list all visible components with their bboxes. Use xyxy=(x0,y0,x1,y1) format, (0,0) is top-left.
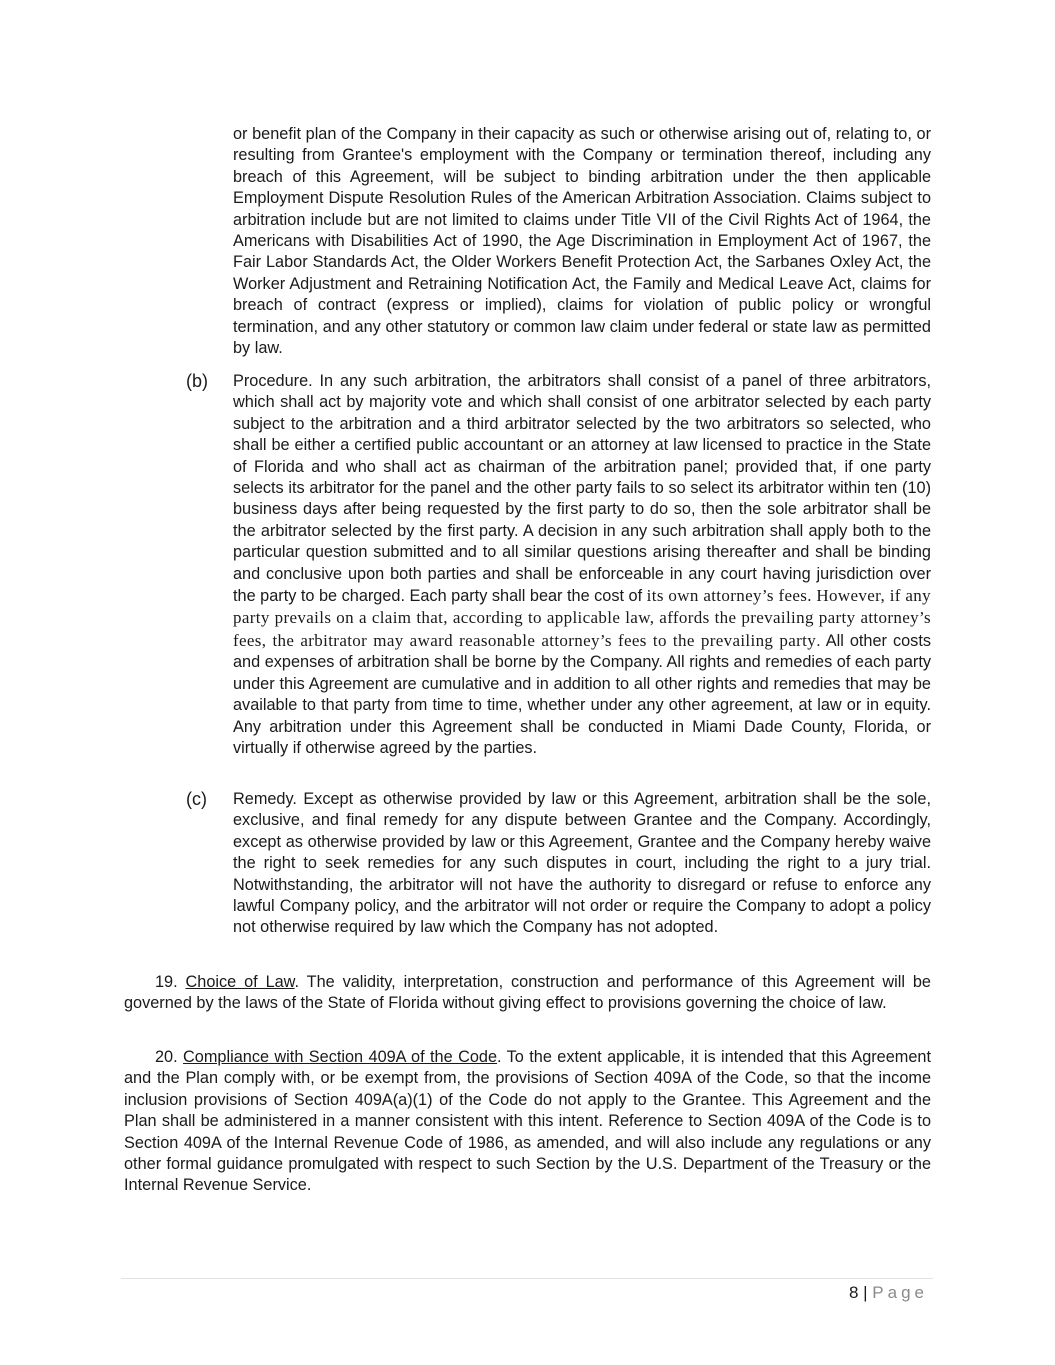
item-c-remedy-paragraph: Remedy. Except as otherwise provided by law or this Agreement, arbitration shall be the sole, exclusive, and final remedy for any dispute between Grantee and the Company. Accordingly, except as otherwise provided by law or this Agreement, Grantee and the Company hereby waive the right to seek remedies for any such disputes in court, including the right to a jury trial. Notwithstanding, the arbitrator will not have the authority to disregard or refuse to enforce any lawful Company policy, and the arbitrator will not order or require the Company to adopt a policy not otherwise required by law which the Company has not adopted. xyxy=(233,790,931,937)
page-number: 8 xyxy=(848,1283,859,1302)
item-b-text-part1: Procedure. In any such arbitration, the arbitrators shall consist of a panel of three arbitrators, which shall act by majority vote and which shall consist of one arbitrator selected by each party subject to the arbitration and a third arbitrator selected by the two arbitrators so selected, who shall be either a certified public accountant or an attorney at law licensed to practice in the State of Florida and who shall act as chairman of the arbitration panel; provided that, if one party selects its arbitrator for the panel and the other party fails to so select its arbitrator within ten (10) business days after being requested by the first party to do so, then the sole arbitrator shall be the arbitrator selected by the first party. A decision in any such arbitration shall apply both to the particular question submitted and to all similar questions arising thereafter and shall be binding and conclusive upon both parties and shall be enforceable in any court having jurisdiction over the party to be charged. Each party shall bear the cost of xyxy=(233,372,931,606)
item-b-procedure-paragraph xyxy=(233,371,931,759)
section-20-paragraph xyxy=(124,1047,931,1197)
page-footer xyxy=(849,1283,928,1303)
section-20-text: . To the extent applicable, it is intended that this Agreement and the Plan comply with, or be exempt from, the provisions of Section 409A of the Code, so that the income inclusion provisions of Section 409A(a)(1) of the Code do not apply to the Grantee. This Agreement and the Plan shall be administered in a manner consistent with this intent. Reference to Section 409A of the Code is to Section 409A of the Internal Revenue Code of 1986, as amended, and will also include any regulations or any other formal guidance promulgated with respect to such Section by the U.S. Department of the Treasury or the Internal Revenue Service. xyxy=(124,1048,931,1195)
item-b-label: (b) xyxy=(186,371,208,391)
section-19-text: . The validity, interpretation, construction and performance of this Agreement will be governed by the laws of the State of Florida without giving effect to provisions governing the choice of law. xyxy=(124,973,931,1013)
section-19-heading: Choice of Law xyxy=(185,973,295,991)
item-b-text-serif: its own attorney’s fees. However, if any party prevails on a claim that, according to applicable law, affords the prevailing party attorney’s fees, the arbitrator may award reasonable attorney’s fees to the prevailing party xyxy=(233,586,931,650)
section-20-number: 20. xyxy=(155,1048,184,1066)
item-c-label: (c) xyxy=(186,789,207,809)
section-19-paragraph xyxy=(124,972,931,1015)
page-label: Page xyxy=(872,1283,928,1302)
continuation-paragraph: or benefit plan of the Company in their capacity as such or otherwise arising out of, relating to, or resulting from Grantee's employment with the Company or termination thereof, including any breach of this Agreement, will be subject to binding arbitration under the then applicable Employment Dispute Resolution Rules of the American Arbitration Association. Claims subject to arbitration include but are not limited to claims under Title VII of the Civil Rights Act of 1964, the Americans with Disabilities Act of 1990, the Age Discrimination in Employment Act of 1967, the Fair Labor Standards Act, the Older Workers Benefit Protection Act, the Sarbanes Oxley Act, the Worker Adjustment and Retraining Notification Act, the Family and Medical Leave Act, claims for breach of contract (express or implied), claims for violation of public policy or wrongful termination, and any other statutory or common law claim under federal or state law as permitted by law. xyxy=(233,125,931,358)
section-19-number: 19. xyxy=(155,973,186,991)
item-b-text-part2: . All other costs and expenses of arbitration shall be borne by the Company. All rights and remedies of each party under this Agreement are cumulative and in addition to all other rights and remedies that may be available to that party from time to time, whether under any other agreement, at law or in equity. Any arbitration under this Agreement shall be conducted in Miami Dade County, Florida, or virtually if otherwise agreed by the parties. xyxy=(233,631,931,757)
section-20-heading: Compliance with Section 409A of the Code xyxy=(183,1048,498,1066)
footer-separator: | xyxy=(858,1283,873,1302)
footer-divider xyxy=(121,1278,933,1279)
